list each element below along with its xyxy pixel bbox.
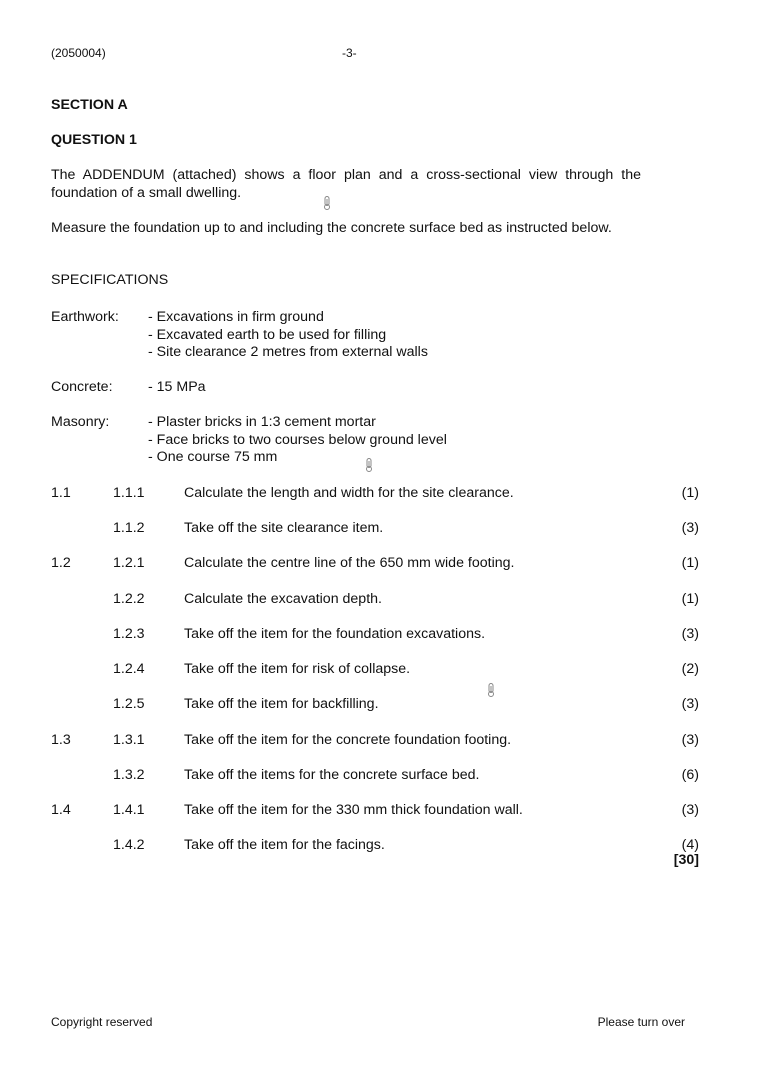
question-text: Take off the items for the concrete surface bed.	[184, 767, 480, 783]
question-text: Take off the item for the facings.	[184, 837, 385, 853]
question-subnumber: 1.4.2	[113, 837, 145, 853]
footer-turn-over: Please turn over	[597, 1015, 685, 1029]
marker-icon	[365, 458, 373, 472]
question-marks: (3)	[681, 802, 699, 818]
question-marks: (1)	[681, 555, 699, 571]
question-marks: (2)	[681, 661, 699, 677]
question-subnumber: 1.2.4	[113, 661, 145, 677]
spec-line: - 15 MPa	[148, 379, 206, 395]
question-marks: (3)	[681, 696, 699, 712]
question-number: 1.4	[51, 802, 71, 818]
question-row	[51, 732, 699, 750]
question-marks: (4)	[681, 837, 699, 853]
spec-label: Earthwork:	[51, 309, 119, 325]
question-text: Calculate the length and width for the site clearance.	[184, 485, 514, 501]
question-marks: (3)	[681, 732, 699, 748]
question-row	[51, 661, 699, 679]
marker-icon	[323, 196, 331, 210]
question-marks: (3)	[681, 520, 699, 536]
spec-lines	[148, 379, 206, 397]
question-marks: (1)	[681, 591, 699, 607]
spec-line: - Excavations in firm ground	[148, 309, 324, 325]
question-marks: (3)	[681, 626, 699, 642]
total-marks: [30]	[673, 852, 699, 868]
spec-line: - Site clearance 2 metres from external walls	[148, 344, 428, 360]
question-subnumber: 1.2.3	[113, 626, 145, 642]
question-subnumber: 1.4.1	[113, 802, 145, 818]
question-number: 1.2	[51, 555, 71, 571]
marker-icon	[487, 683, 495, 697]
spec-line: - Excavated earth to be used for filling	[148, 326, 387, 343]
question-row	[51, 520, 699, 538]
question-row	[51, 591, 699, 609]
question-row	[51, 555, 699, 573]
question-text: Take off the item for the concrete foundation footing.	[184, 732, 512, 748]
question-marks: (6)	[681, 767, 699, 783]
question-row	[51, 626, 699, 644]
intro-paragraph: The ADDENDUM (attached) shows a floor plan and a cross-sectional view through the foundation of a small dwelling.	[51, 167, 641, 201]
question-subnumber: 1.3.1	[113, 732, 145, 748]
question-text: Take off the item for the foundation excavations.	[184, 626, 486, 642]
footer-copyright: Copyright reserved	[51, 1015, 153, 1029]
question-row	[51, 696, 699, 714]
question-row	[51, 485, 699, 503]
spec-label: Masonry:	[51, 414, 110, 430]
section-title: SECTION A	[51, 97, 128, 113]
instruction-paragraph: Measure the foundation up to and including the concrete surface bed as instructed below.	[51, 220, 612, 236]
question-subnumber: 1.2.1	[113, 555, 145, 571]
question-title: QUESTION 1	[51, 132, 137, 148]
question-row	[51, 767, 699, 785]
spec-label: Concrete:	[51, 379, 113, 395]
spec-line: - One course 75 mm	[148, 449, 278, 465]
spec-line: - Plaster bricks in 1:3 cement mortar	[148, 414, 376, 430]
exam-code: (2050004)	[51, 46, 106, 60]
spec-line: - Face bricks to two courses below ground level	[148, 431, 447, 448]
question-number: 1.3	[51, 732, 71, 748]
question-subnumber: 1.3.2	[113, 767, 145, 783]
question-text: Take off the item for the 330 mm thick foundation wall.	[184, 802, 523, 818]
spec-lines	[148, 309, 428, 362]
question-marks: (1)	[681, 485, 699, 501]
question-subnumber: 1.1.1	[113, 485, 145, 501]
question-subnumber: 1.1.2	[113, 520, 145, 536]
question-row	[51, 802, 699, 820]
question-number: 1.1	[51, 485, 71, 501]
page-number: -3-	[342, 46, 357, 60]
spec-lines	[148, 414, 447, 467]
question-text: Take off the item for risk of collapse.	[184, 661, 411, 677]
question-row	[51, 837, 699, 855]
question-text: Take off the item for backfilling.	[184, 696, 379, 712]
question-subnumber: 1.2.5	[113, 696, 145, 712]
question-text: Take off the site clearance item.	[184, 520, 384, 536]
question-text: Calculate the excavation depth.	[184, 591, 382, 607]
question-text: Calculate the centre line of the 650 mm wide footing.	[184, 555, 515, 571]
specifications-heading: SPECIFICATIONS	[51, 272, 169, 288]
question-subnumber: 1.2.2	[113, 591, 145, 607]
